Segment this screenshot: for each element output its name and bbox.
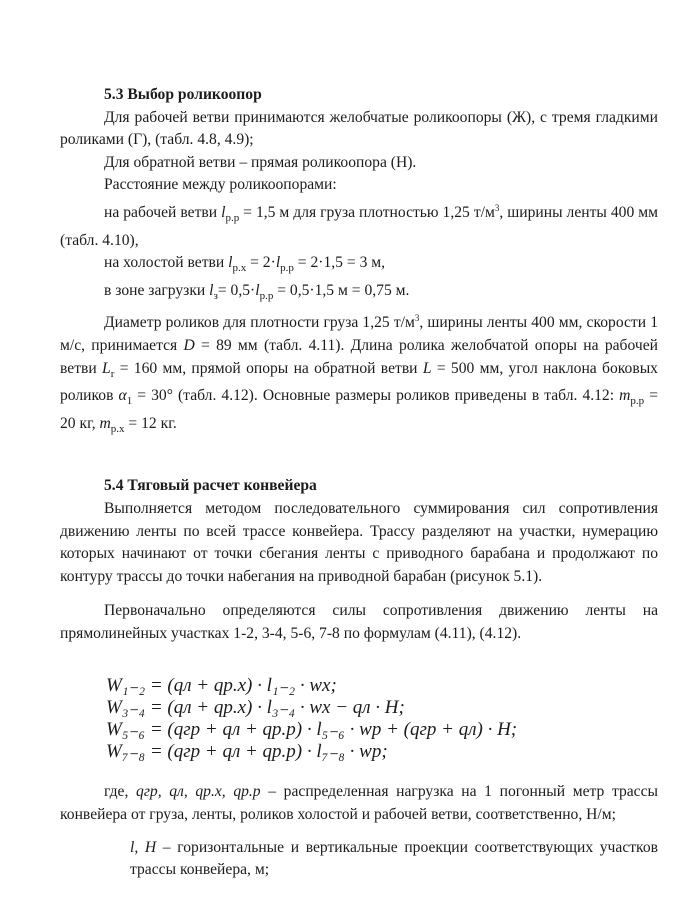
paragraph-spacing-idle: на холостой ветви $l_{р.х} = 2\cdot l_{р.р} = 2\cdot 1,5 = 3$ м,	[104, 254, 386, 275]
paragraph-traction-method: Выполняется методом последовательного суммирования сил сопротивления движению ленты по всей трассе конвейера. Трассу разделяют на участки, нумерацию которых начинают от точки сбегания ленты с приводного барабана и продолжают по контуру трассы до точки набегания на приводной барабан (рисунок 5.1).	[60, 499, 658, 585]
paragraph-spacing-working: на рабочей ветви $l_{р.р} = 1,5$ м для груза плотностью 1,25 $т/м^3$, ширины ленты 400 мм (табл. 4.10),	[60, 202, 658, 249]
paragraph-resistance-forces: Первоначально определяются силы сопротивления движению ленты на прямолинейных участках 1-2, 3-4, 5-6, 7-8 по формулам (4.11), (4.12).	[60, 602, 658, 642]
formula-block	[106, 675, 658, 763]
paragraph-spacing-heading: Расстояние между роликоопорами:	[104, 176, 337, 194]
formula-w56: W₅₋₆ = (qгр + qл + qр.р) · l₅₋₆ · wр + (qгр + qл) · H;	[106, 719, 518, 741]
formula-w34: W₃₋₄ = (qл + qр.х) · l₃₋₄ · wх − qл · H;	[106, 697, 405, 719]
document-page	[60, 84, 658, 882]
paragraph-working-branch: Для рабочей ветви принимаются желобчатые роликоопоры (Ж), с тремя гладкими роликами (Г), (табл. 4.8, 4.9);	[60, 108, 658, 149]
section-5-4-title: 5.4 Тяговый расчет конвейера	[104, 477, 317, 495]
formula-w12: W₁₋₂ = (qл + qр.х) · l₁₋₂ · wх;	[106, 675, 337, 697]
formula-w78: W₇₋₈ = (qгр + qл + qр.р) · l₇₋₈ · wр;	[106, 741, 388, 763]
paragraph-return-branch: Для обратной ветви – прямая роликоопора (Н).	[104, 153, 417, 171]
section-5-3-title: 5.3 Выбор роликоопор	[104, 86, 262, 103]
paragraph-roller-diameter: Диаметр роликов для плотности груза 1,25 $т/м^3$, ширины ленты 400 мм, скорости 1 м/с, принимается D = 89 мм (табл. 4.11). Длина ролика желобчатой опоры на рабочей ветви $L_r = 160$ мм, прямой опоры на обратной ветви L = 500 мм, угол наклона боковых роликов $\alpha_1 = 30^\circ$ (табл. 4.12). Основные размеры роликов приведены в табл. 4.12: $m_{р.р} = 20$ кг, $m_{р.х} = 12$ кг.	[60, 313, 658, 435]
paragraph-spacing-loading: в зоне загрузки $l_з= 0,5\cdot l_{р.р} = 0,5\cdot 1,5$ м = 0,75 м.	[104, 281, 410, 302]
paragraph-projections: l, H – горизонтальные и вертикальные проекции соответствующих участков трассы конвейера, м;	[130, 838, 659, 879]
paragraph-where-loads: где, qгр, qл, qр.х, qр.р – распределенная нагрузка на 1 погонный метр трассы конвейера от груза, ленты, роликов холостой и рабочей ветви, соответственно, Н/м;	[60, 783, 658, 824]
